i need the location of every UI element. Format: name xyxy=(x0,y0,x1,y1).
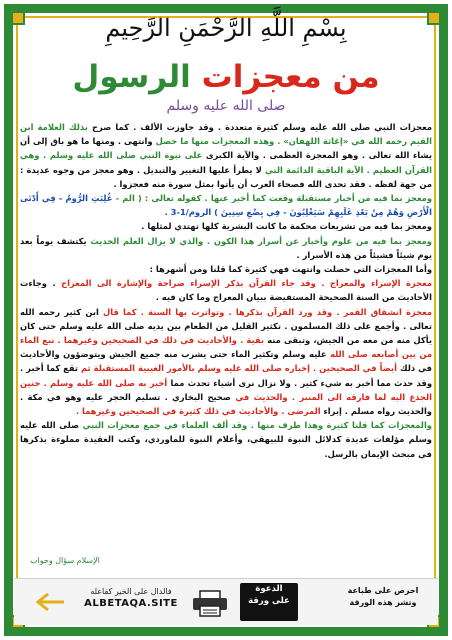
text-line: معجزات النبي صلى الله عليه وسلم كثيرة متعددة . وقد جاوزت الألف . كما صرح xyxy=(92,122,432,132)
text-line: عليه وسلم وتكثير الماء حتى يشرب منه جميع الجيش ويتوضؤون والأحاديث في ذلك xyxy=(20,349,432,374)
text-line: يكتشف يوماً بعد يوم شيئاً فشيئاً من هذه الأسرار . xyxy=(20,235,432,260)
paragraph-finished-miracles xyxy=(20,262,432,276)
text-line: وانتهى . ومنها ما هو باق إلى أن يشاء الله تعالى . وهو المعجزة العظمى . والآية الكبرى xyxy=(20,136,432,161)
logo-line: الدعوة xyxy=(255,584,283,594)
printer-icon xyxy=(190,589,230,617)
paragraph-sciences xyxy=(20,234,432,262)
text-line: . وجاءت الأحاديث من السنة الصحيحة المستفيضة ببيان المعراج وما كان فيه . xyxy=(20,278,432,303)
logo-line: على ورقة xyxy=(248,596,290,606)
text-line: ابن كثير رحمه الله تعالى . وأجمع على ذلك المسلمون . تكثير القليل من الطعام xyxy=(20,306,432,331)
footer-site-url[interactable]: ALBETAQA.SITE xyxy=(84,598,178,609)
arrow-icon xyxy=(26,590,66,614)
text-line: أخبر به صلى الله عليه وسلم . حنين الجذع اليه لما فارقه الى المنبر . والحديث في xyxy=(20,377,432,402)
text-line: تقع كما أخبر . وقد حدث مما أخبر به شيء كثير . ولا نزال نرى أشياء تحدث مما xyxy=(20,363,432,388)
text-line: ومعجز بما فيه من علوم وأخبار عن أسرار هذا الكون . والذي لا يزال العلم الحديث xyxy=(90,235,432,246)
text-line: صلى الله عليه وسلم مؤلفات عديدة كدلائل النبوة للبيهقي، وأعلام النبوة xyxy=(20,420,432,445)
text-line: والمعجزات كما قلنا كثيرة وهذا طرف منها . وقد ألف العلماء في جمع معجزات النبي xyxy=(82,420,432,431)
text-line: ومعجز بما فيه من تشريعات محكمة ما كانت البشرية كلها تهتدي لمثلها . xyxy=(141,221,432,232)
paragraph-legislation xyxy=(20,219,432,233)
text-line: معجزة الإسراء والمعراج . وقد جاء القرآن بذكر الإسراء صراحة والإشارة الى المعراج xyxy=(61,278,432,289)
page-title xyxy=(0,58,452,96)
paragraph-isra xyxy=(20,276,432,304)
footer-site xyxy=(76,587,186,609)
text-line: على نبوة النبي صلى الله عليه وسلم . وهي القرآن العظيم . الآية الباقية الدائمة التي xyxy=(20,150,432,175)
footer-note-line: وتشر هذه الورقة xyxy=(349,598,417,607)
title-part-1: من معجزات xyxy=(201,59,380,95)
text-line: صحيح البخاري . تسليم الحجر عليه وهو في مكة . والحديث رواه مسلم . إبراء xyxy=(20,391,432,417)
footer-logo xyxy=(240,583,298,621)
source-signature: الإسلام سؤال وجواب xyxy=(30,556,100,565)
quran-verse: غُلِبَتِ الرُّومُ - فِي أَدْنَى الْأَرْضِ وَهُمْ مِنْ بَعْدِ غَلَبِهِمْ سَيَغْلِبُونَ - فِي بِضْعِ سِنِينَ ) الروم/1-3 . xyxy=(20,193,432,218)
paragraph-miracles-list xyxy=(20,305,432,419)
text-line: لا يطرأ عليها التغيير والتبديل . وهو معجز من وجوه عديدة : من جهة لفظه . فقد xyxy=(20,164,432,189)
text-line: وأما المعجزات التي حصلت وانتهت فهي كثيرة كما قلنا ومن أشهرها : xyxy=(149,264,432,275)
footer-print-note xyxy=(334,585,432,609)
footer-note-line: احرص على طباعة xyxy=(347,586,419,595)
text-line: معجزة انشقاق القمر . وقد ورد القرآن بذكرها . وتواترت بها السنة . كما قال xyxy=(103,306,432,317)
paragraph-future-news xyxy=(20,191,432,219)
title-part-2: الرسول xyxy=(72,59,191,95)
page-subtitle: صلى الله عليه وسلم xyxy=(166,98,286,114)
paragraph-intro xyxy=(20,120,432,191)
text-line: بقية . والأحاديث في ذلك في الصحيحين وغيرهما . نبع الماء من بين أصابعه صلى الله xyxy=(20,335,432,360)
text-line: ومعجز بما فيه من أخبار مستقبلة وقعت كما أخبر عنها . كقوله تعالى : ( الم - xyxy=(115,193,432,204)
footer-banner xyxy=(14,578,438,625)
text-line: تحدى الله فصحاء العرب أن يأتوا بمثل سورة منه فعجزوا . xyxy=(113,178,347,189)
text-line: بذلك العلامة ابن القيم رحمه الله في «إغاثة اللهفان» . وهذه المعجزات منها ما حصل xyxy=(20,122,432,147)
footer-site-caption: فالدال على الخير كفاعله xyxy=(90,587,172,596)
article-body xyxy=(20,120,432,552)
text-line: بين يديه صلى الله عليه وسلم حتى كان يأكل منه من معه من الجيش، وتبقى منه xyxy=(20,320,432,346)
paragraph-conclusion xyxy=(20,418,432,461)
text-line: للماوردي، وكتب العقيدة مملوءة بذكرها في مبحث الإيمان بالرسل. xyxy=(20,434,432,459)
text-line: أيضاً في الصحيحين . إخباره صلى الله عليه وسلم بالأمور الغيبية المستقبلة ثم xyxy=(81,363,397,374)
text-line: المرضى . والأحاديث في ذلك كثيرة في الصحيحين وغيرهما . xyxy=(75,406,321,417)
basmala: بِسْمِ اللَّهِ الرَّحْمَنِ الرَّحِيمِ xyxy=(105,14,347,42)
